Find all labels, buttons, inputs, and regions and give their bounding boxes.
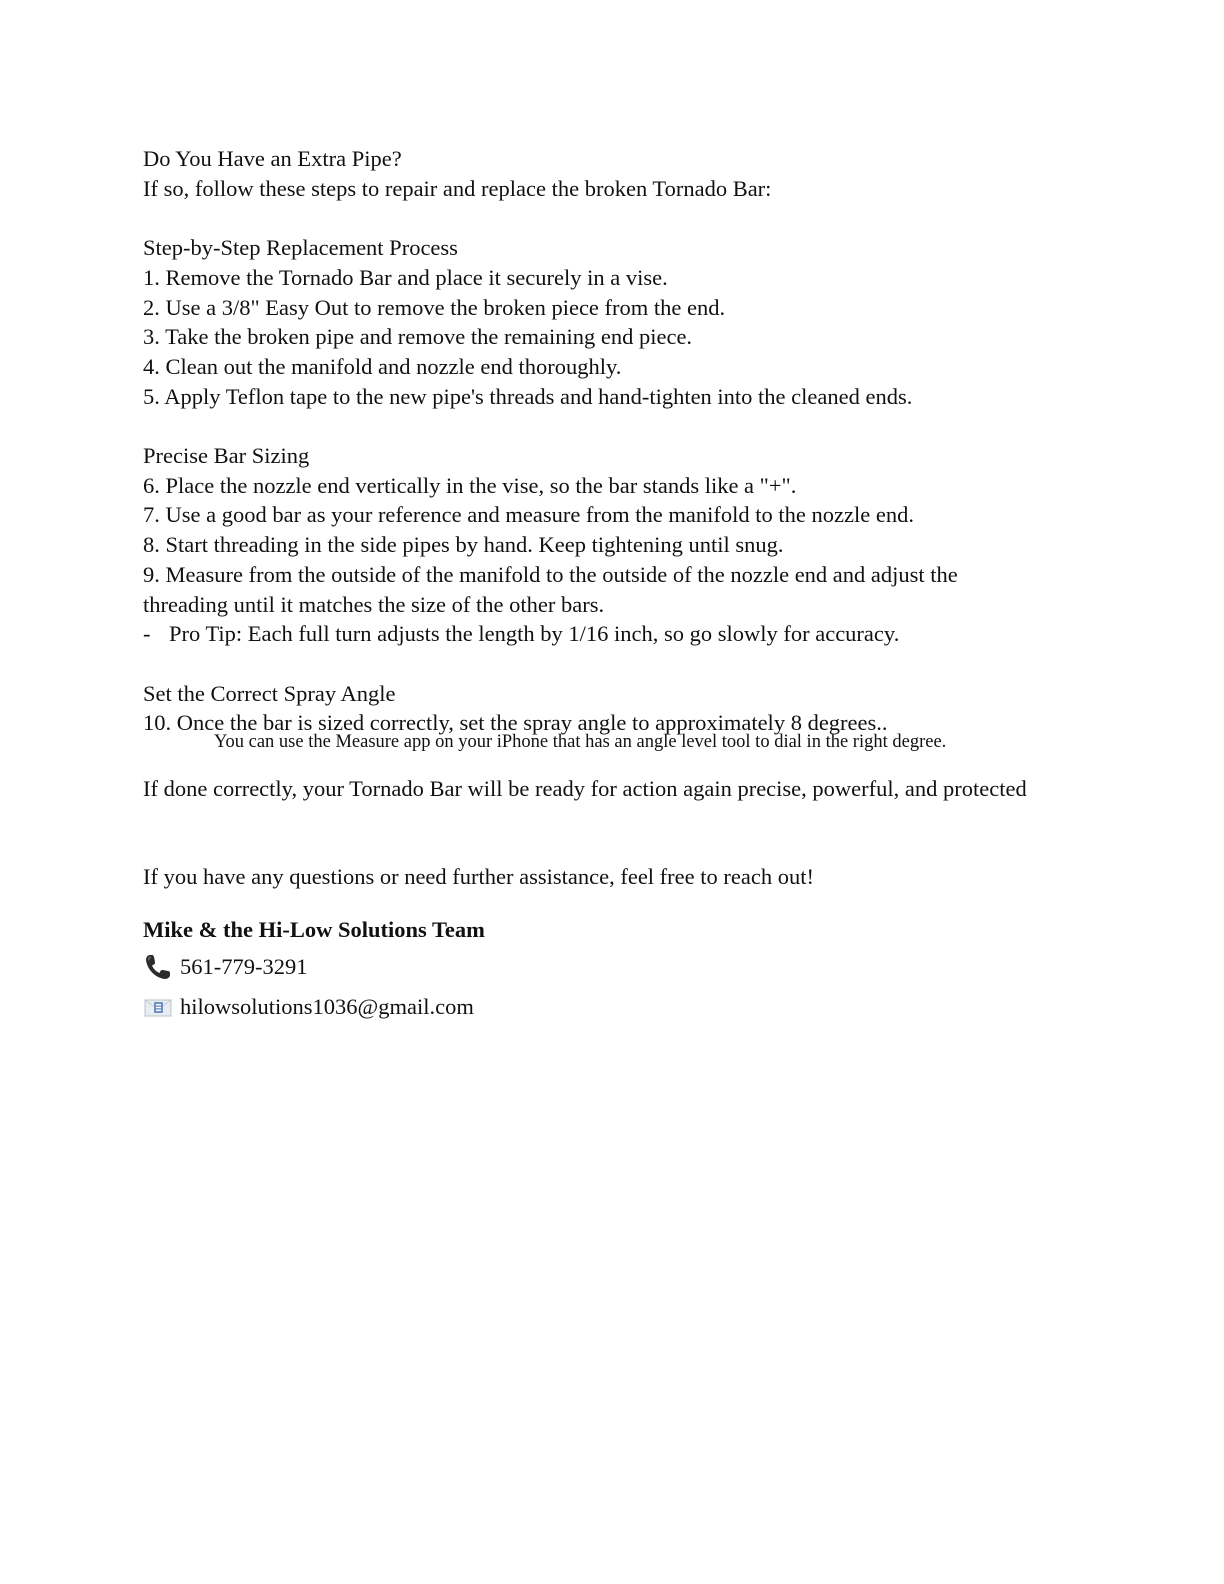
document-page xyxy=(143,144,1043,1022)
step-9: 9. Measure from the outside of the manifold to the outside of the nozzle end and adjust the threading until it matches the size of the other bars. xyxy=(143,561,958,617)
pro-tip xyxy=(143,619,1043,649)
spacer xyxy=(143,649,1043,679)
replacement-heading: Step-by-Step Replacement Process xyxy=(143,235,458,261)
closing-text: If done correctly, your Tornado Bar will be ready for action again precise, powerful, and protected xyxy=(143,776,1027,802)
step-8: 8. Start threading in the side pipes by hand. Keep tightening until snug. xyxy=(143,532,784,558)
pro-tip-text: Pro Tip: Each full turn adjusts the length by 1/16 inch, so go slowly for accuracy. xyxy=(169,621,900,647)
step-2: 2. Use a 3/8" Easy Out to remove the broken piece from the end. xyxy=(143,294,726,320)
angle-note: You can use the Measure app on your iPhone that has an angle level tool to dial in the right degree. xyxy=(214,732,947,753)
step-7: 7. Use a good bar as your reference and measure from the manifold to the nozzle end. xyxy=(143,502,914,528)
step-10: 10. Once the bar is sized correctly, set the spray angle to approximately 8 degrees.. xyxy=(143,710,888,736)
email-address[interactable]: hilowsolutions1036@gmail.com xyxy=(180,994,474,1020)
step-6: 6. Place the nozzle end vertically in the vise, so the bar stands like a "+". xyxy=(143,472,797,498)
phone-icon xyxy=(143,952,173,982)
signature: Mike & the Hi-Low Solutions Team xyxy=(143,917,485,943)
step-1: 1. Remove the Tornado Bar and place it securely in a vise. xyxy=(143,264,668,290)
intro-text: If so, follow these steps to repair and replace the broken Tornado Bar: xyxy=(143,175,772,201)
angle-heading: Set the Correct Spray Angle xyxy=(143,680,396,706)
phone-number[interactable]: 561-779-3291 xyxy=(180,954,308,980)
step-4: 4. Clean out the manifold and nozzle end thoroughly. xyxy=(143,353,622,379)
envelope-icon xyxy=(143,992,173,1022)
step-3: 3. Take the broken pipe and remove the remaining end piece. xyxy=(143,324,693,350)
tip-bullet: - xyxy=(143,621,151,647)
spacer xyxy=(143,203,1043,233)
step-5: 5. Apply Teflon tape to the new pipe's threads and hand-tighten into the cleaned ends. xyxy=(143,383,913,409)
spacer xyxy=(143,411,1043,441)
assistance-text: If you have any questions or need further assistance, feel free to reach out! xyxy=(143,863,814,889)
phone-contact xyxy=(143,952,1043,982)
intro-heading: Do You Have an Extra Pipe? xyxy=(143,146,402,171)
sizing-heading: Precise Bar Sizing xyxy=(143,443,310,468)
email-contact xyxy=(143,992,1043,1022)
